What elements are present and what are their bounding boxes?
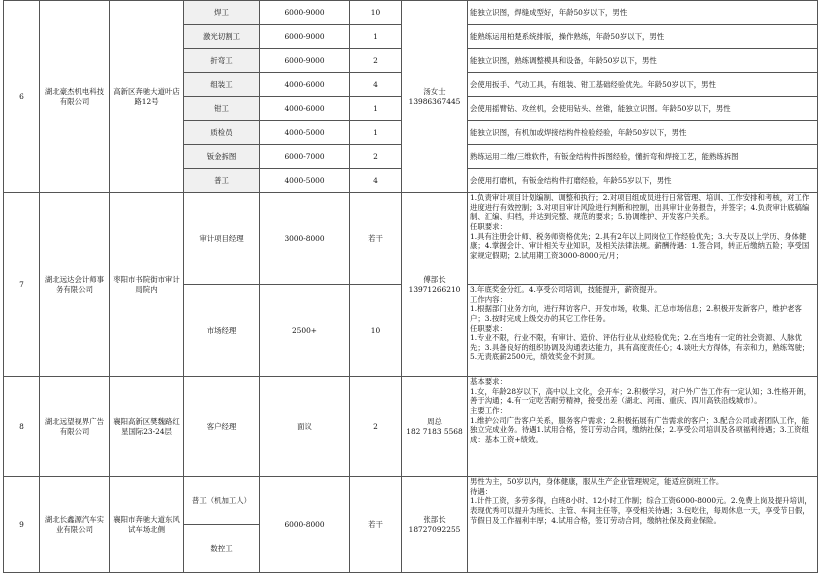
position-requirements: 会使用摇臂钻、攻丝机，会使用钻头、丝锥，能独立识图。年龄50岁以下，男性 xyxy=(468,97,818,121)
company-contact xyxy=(402,1,468,193)
req-line: 男性为主，50岁以内，身体健康，服从生产企业管理规定，能适应倒班工作。 xyxy=(470,477,724,486)
position-count: 10 xyxy=(350,285,402,377)
company-address: 枣阳市书院街市审计局院内 xyxy=(110,193,184,377)
position-title: 焊工 xyxy=(184,1,260,25)
position-requirements: 能独立识图，焊缝成型好，年龄50岁以下，男性 xyxy=(468,1,818,25)
position-salary: 6000-8000 xyxy=(260,477,350,573)
company-no: 6 xyxy=(4,1,40,193)
position-count: 2 xyxy=(350,145,402,169)
position-title: 质检员 xyxy=(184,121,260,145)
table-row xyxy=(4,1,818,25)
req-line: 1.负责审计项目计划编制、调整和执行；2.对项目组成员进行日常管理、培训、工作安排和考核，对工作进度进行有效控制；3.对项目审计风险进行判断和控制，出具审计业务报告，并签字；4.负责审计底稿编制、汇编、归档，并达到完整、规范的要求；5.协调维护、开发客户关系。 xyxy=(470,193,810,222)
position-salary: 4000-6000 xyxy=(260,97,350,121)
company-contact xyxy=(402,477,468,573)
company-contact xyxy=(402,377,468,477)
position-salary: 6000-9000 xyxy=(260,25,350,49)
req-line: 1.计件工资，多劳多得，白班8小时、12小时工作制；综合工资6000-8000元。2.免费上岗及提升培训，表现优秀可以提升为班长、主管、车间主任等，享受相关待遇；3.包吃住，每周休息一天，享受节日假，节假日及工作福利丰厚；4.试用合格，签订劳动合同，缴纳社保及商业保险。 xyxy=(470,496,812,525)
position-salary: 4000-5000 xyxy=(260,169,350,193)
company-contact xyxy=(402,193,468,377)
position-title: 组装工 xyxy=(184,73,260,97)
position-requirements: 能独立识图，熟练调整模具和设备，年龄50岁以下，男性 xyxy=(468,49,818,73)
position-count: 2 xyxy=(350,377,402,477)
position-requirements xyxy=(468,377,818,477)
position-requirements: 熟练运用二维/三维软件，有钣金结构件拆图经验，懂折弯和焊接工艺，能熟练拆图 xyxy=(468,145,818,169)
req-line: 3.年底奖金分红。4.享受公司培训，技能提升，薪资提升。 xyxy=(470,285,662,294)
position-title: 数控工 xyxy=(184,525,260,573)
position-salary: 4000-5000 xyxy=(260,121,350,145)
req-line: 待遇： xyxy=(470,486,493,496)
position-title: 折弯工 xyxy=(184,49,260,73)
company-address: 高新区奔驰大道叶店路12号 xyxy=(110,1,184,193)
contact-phone: 18727092255 xyxy=(408,524,461,534)
table-row xyxy=(4,193,818,285)
company-name: 湖北远达会计师事务有限公司 xyxy=(40,193,110,377)
company-name: 湖北远望视界广告有限公司 xyxy=(40,377,110,477)
position-requirements xyxy=(468,193,818,285)
recruitment-table xyxy=(3,0,818,573)
position-count: 2 xyxy=(350,49,402,73)
position-count: 1 xyxy=(350,25,402,49)
req-line: 1.具有注册会计师、税务师资格优先；2.具有2年以上同岗位工作经验优先；3.大专及以上学历、身体健康；4.掌握会计、审计相关专业知识，及相关法律法规。薪酬待遇：1.签合同，转正后缴纳五险；享受国家规定假期；2.试用期工资3000-8000元/月； xyxy=(470,231,810,260)
req-line: 1.女，年龄28岁以下，高中以上文化，会开车；2.积极学习，对户外广告工作有一定认知；3.性格开朗，善于沟通；4.有一定吃苦耐劳精神，接受出差（湖北、河南、重庆、四川高铁沿线城市）。 xyxy=(470,386,811,406)
company-name: 湖北长鑫源汽车实业有限公司 xyxy=(40,477,110,573)
table-row xyxy=(4,477,818,525)
position-title: 审计项目经理 xyxy=(184,193,260,285)
contact-name: 汤女士 xyxy=(423,86,446,96)
position-title: 钣金拆图 xyxy=(184,145,260,169)
req-line: 1.专业不限，行业不限，有审计、造价、评估行业从业经验优先；2.在当地有一定的社会资源、人脉优先；3.具备良好的组织协调及沟通表达能力，具有高度责任心；4.谈吐大方得体，有亲和力，熟练驾驶；5.无责底薪2500元，绩效奖金不封顶。 xyxy=(470,333,810,362)
position-salary: 6000-9000 xyxy=(260,49,350,73)
req-line: 1.根据部门业务方向，进行拜访客户、开发市场，收集、汇总市场信息；2.积极开发新客户，维护老客户；3.按时完成上级交办的其它工作任务。 xyxy=(470,304,802,323)
req-line: 1.维护公司广告客户关系，服务客户需求；2.积极拓展有广告需求的客户；3.配合公司或者团队工作，能独立完成业务。待遇1.试用合格，签订劳动合同，缴纳社保；2.享受公司培训及各项福利待遇；3.工资组成：基本工资+绩效。 xyxy=(470,415,809,444)
contact-phone: 182 7183 5568 xyxy=(406,426,463,436)
position-salary: 3000-8000 xyxy=(260,193,350,285)
req-line: 工作内容： xyxy=(470,294,507,304)
position-salary: 面议 xyxy=(260,377,350,477)
position-requirements xyxy=(468,285,818,377)
position-requirements: 能独立识图，有机加或焊接结构件检验经验，年龄50岁以下，男性 xyxy=(468,121,818,145)
company-address: 襄阳市奔驰大道东风试车场北侧 xyxy=(110,477,184,573)
company-no: 8 xyxy=(4,377,40,477)
contact-name: 周总 xyxy=(427,416,442,426)
position-count: 4 xyxy=(350,169,402,193)
company-name: 湖北豪杰机电科技有限公司 xyxy=(40,1,110,193)
contact-name: 张部长 xyxy=(423,514,446,524)
position-count: 若干 xyxy=(350,193,402,285)
position-requirements: 能熟练运用柏楚系统排版，操作熟练，年龄50岁以下，男性 xyxy=(468,25,818,49)
req-line: 任职要求： xyxy=(470,221,507,231)
company-address: 襄阳高新区樊魏路红星国际23-24层 xyxy=(110,377,184,477)
position-count: 1 xyxy=(350,121,402,145)
table-row xyxy=(4,377,818,477)
position-requirements xyxy=(468,477,818,573)
position-count: 1 xyxy=(350,97,402,121)
company-no: 9 xyxy=(4,477,40,573)
position-title: 普工 xyxy=(184,169,260,193)
position-requirements: 会使用扳手、气动工具，有组装、钳工基础经验优先。年龄50岁以下，男性 xyxy=(468,73,818,97)
position-title: 钳工 xyxy=(184,97,260,121)
position-title: 激光切割工 xyxy=(184,25,260,49)
position-count: 若干 xyxy=(350,477,402,573)
position-requirements: 会使用打磨机，有钣金结构件打磨经验，年龄55岁以下，男性 xyxy=(468,169,818,193)
req-line: 任职要求： xyxy=(470,323,507,333)
position-salary: 4000-6000 xyxy=(260,73,350,97)
position-salary: 2500+ xyxy=(260,285,350,377)
position-title: 普工（机加工人） xyxy=(184,477,260,525)
req-line: 基本要求： xyxy=(470,377,507,386)
contact-phone: 13971266210 xyxy=(408,284,461,294)
contact-name: 傅部长 xyxy=(423,274,446,284)
contact-phone: 13986367445 xyxy=(408,96,461,106)
position-count: 10 xyxy=(350,1,402,25)
company-no: 7 xyxy=(4,193,40,377)
position-salary: 6000-7000 xyxy=(260,145,350,169)
position-count: 4 xyxy=(350,73,402,97)
position-title: 客户经理 xyxy=(184,377,260,477)
position-salary: 6000-9000 xyxy=(260,1,350,25)
req-line: 主要工作： xyxy=(470,405,507,415)
position-title: 市场经理 xyxy=(184,285,260,377)
